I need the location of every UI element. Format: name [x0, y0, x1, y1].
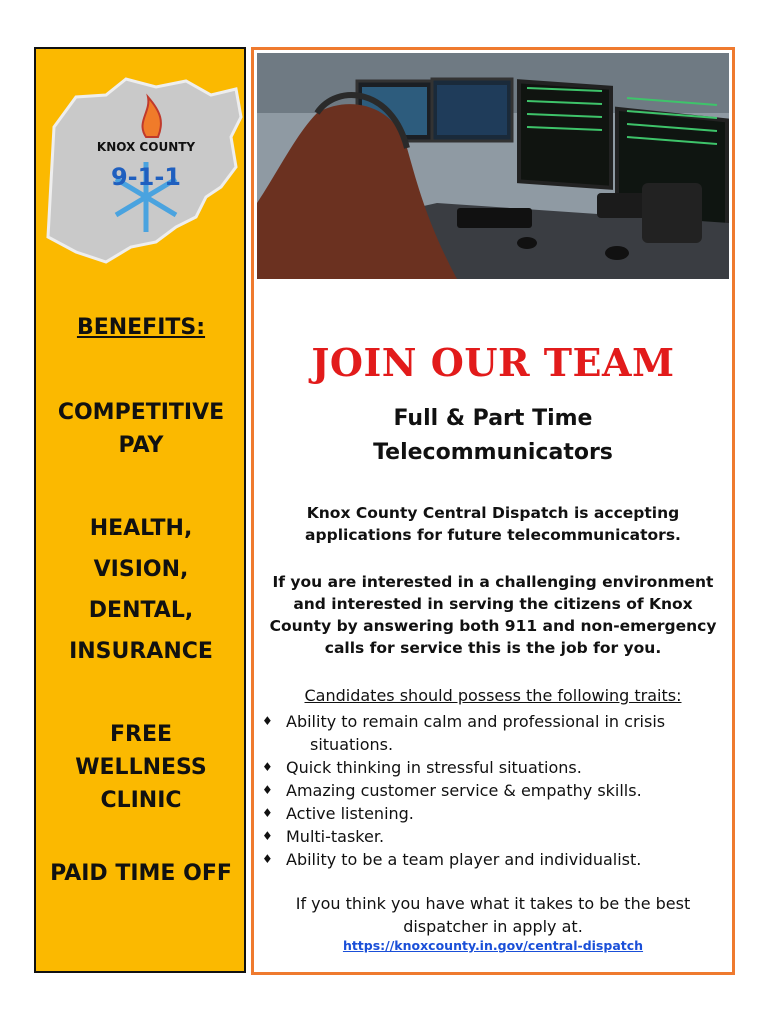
traits-list	[262, 710, 728, 871]
benefit-line: INSURANCE	[69, 639, 213, 664]
benefit-line: PAID TIME OFF	[50, 861, 232, 886]
benefit-insurance	[36, 508, 246, 672]
benefit-line: PAY	[118, 433, 164, 458]
dispatcher-photo	[257, 53, 729, 279]
trait-text: Amazing customer service & empathy skills.	[286, 781, 642, 800]
paragraph-line: If you think you have what it takes to be the best	[295, 894, 691, 913]
paragraph-line: If you are interested in a challenging environment	[272, 573, 714, 591]
benefit-line: FREE	[109, 722, 173, 747]
diamond-bullet-icon: ♦	[262, 783, 273, 797]
job-subtitle	[254, 402, 732, 470]
subtitle-line: Full & Part Time	[393, 406, 593, 431]
paragraph-line: dispatcher in apply at.	[403, 917, 583, 936]
paragraph-line: County by answering both 911 and non-emergency	[269, 617, 717, 635]
benefit-pto	[36, 857, 246, 890]
trait-text: Active listening.	[286, 804, 414, 823]
benefits-heading: BENEFITS:	[76, 315, 206, 340]
traits-heading: Candidates should possess the following traits:	[304, 686, 682, 705]
benefit-line: WELLNESS	[75, 755, 207, 780]
subtitle-line: Telecommunicators	[373, 440, 613, 465]
knox-county-911-logo	[36, 67, 246, 277]
trait-text: situations.	[310, 735, 394, 754]
benefit-line: COMPETITIVE	[57, 400, 225, 425]
benefit-wellness	[36, 718, 246, 817]
diamond-bullet-icon: ♦	[262, 852, 273, 866]
paragraph-line: Knox County Central Dispatch is accepting	[306, 504, 680, 522]
logo-line2: 9-1-1	[110, 163, 182, 191]
list-item	[262, 848, 728, 871]
list-item	[262, 710, 728, 756]
trait-text: Multi-tasker.	[286, 827, 385, 846]
paragraph-line: and interested in serving the citizens of Knox	[293, 595, 693, 613]
page-title: JOIN OUR TEAM	[311, 340, 675, 385]
benefit-line: HEALTH,	[89, 516, 193, 541]
diamond-bullet-icon: ♦	[262, 806, 273, 820]
paragraph-line: applications for future telecommunicators.	[305, 526, 681, 544]
trait-text: Quick thinking in stressful situations.	[286, 758, 582, 777]
list-item	[262, 779, 728, 802]
logo-line1: KNOX COUNTY	[96, 140, 196, 154]
main-panel	[251, 47, 735, 975]
closing-paragraph	[260, 892, 726, 938]
diamond-bullet-icon: ♦	[262, 829, 273, 843]
benefits-list	[36, 315, 246, 890]
apply-link[interactable]: https://knoxcounty.in.gov/central-dispatch	[342, 938, 644, 953]
benefit-line: DENTAL,	[88, 598, 194, 623]
list-item	[262, 825, 728, 848]
benefits-sidebar	[34, 47, 246, 973]
intro-paragraph	[260, 502, 726, 546]
list-item	[262, 756, 728, 779]
benefit-pay	[36, 396, 246, 462]
list-item	[262, 802, 728, 825]
paragraph-line: calls for service this is the job for you.	[324, 639, 662, 657]
trait-text: Ability to be a team player and individualist.	[286, 850, 642, 869]
trait-text: Ability to remain calm and professional in crisis	[286, 712, 666, 731]
benefit-line: VISION,	[93, 557, 189, 582]
interest-paragraph	[260, 571, 726, 659]
benefit-line: CLINIC	[100, 788, 182, 813]
diamond-bullet-icon: ♦	[262, 714, 273, 728]
diamond-bullet-icon: ♦	[262, 760, 273, 774]
